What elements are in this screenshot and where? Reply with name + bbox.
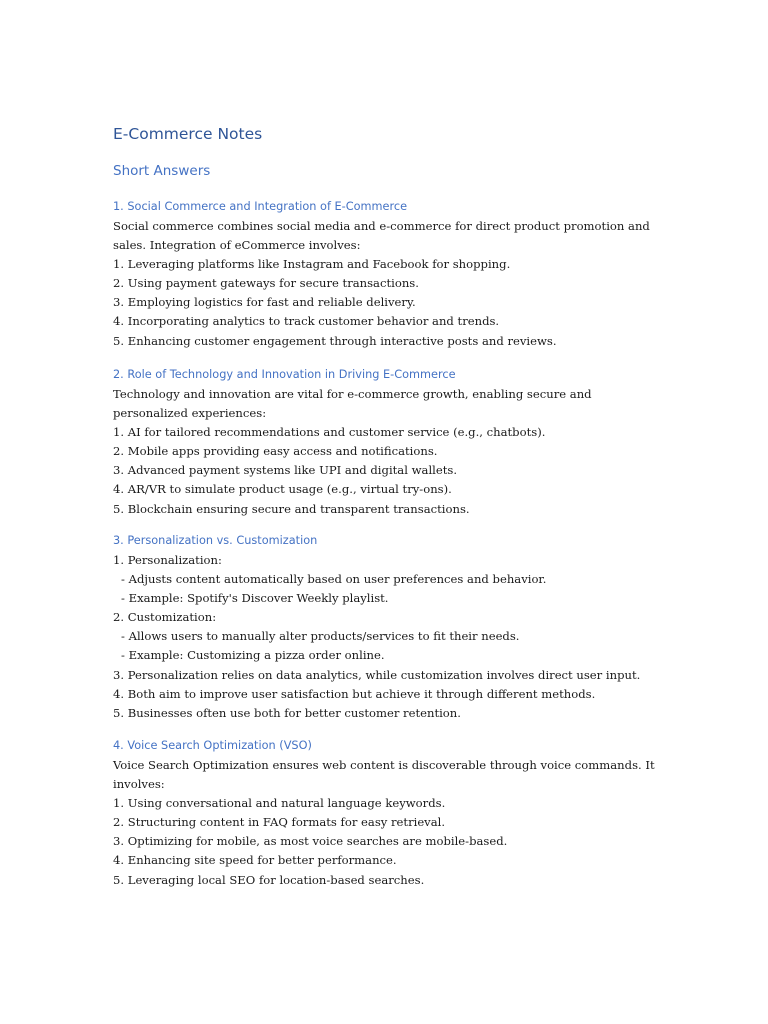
section-heading: 4. Voice Search Optimization (VSO) (113, 739, 312, 752)
list-item: 4. AR/VR to simulate product usage (e.g., virtual try-ons). (113, 482, 452, 497)
page-subtitle: Short Answers (113, 163, 211, 179)
list-item: 5. Enhancing customer engagement through interactive posts and reviews. (113, 333, 557, 348)
list-item: 3. Optimizing for mobile, as most voice searches are mobile-based. (113, 834, 508, 849)
section-personalization-customization (113, 531, 673, 723)
list-item: 3. Advanced payment systems like UPI and digital wallets. (113, 463, 458, 478)
section-heading: 3. Personalization vs. Customization (113, 534, 318, 547)
body-line: involves: (113, 777, 165, 792)
section-social-commerce (113, 197, 673, 351)
list-item: 2. Using payment gateways for secure transactions. (113, 276, 419, 291)
body-line: personalized experiences: (113, 406, 267, 421)
sub-list-item: - Example: Customizing a pizza order online. (121, 648, 385, 663)
list-item: 3. Employing logistics for fast and reliable delivery. (113, 295, 416, 310)
list-item: 5. Businesses often use both for better customer retention. (113, 705, 461, 720)
list-item: 5. Blockchain ensuring secure and transparent transactions. (113, 501, 470, 516)
list-item: 4. Both aim to improve user satisfaction but achieve it through different methods. (113, 686, 596, 701)
body-line: Voice Search Optimization ensures web content is discoverable through voice commands. It (113, 758, 655, 772)
list-item: 2. Structuring content in FAQ formats for easy retrieval. (113, 815, 446, 830)
list-item: 1. Using conversational and natural language keywords. (113, 796, 446, 811)
sub-list-item: - Example: Spotify's Discover Weekly playlist. (121, 591, 389, 606)
list-item: 4. Enhancing site speed for better performance. (113, 853, 397, 868)
list-item: 2. Customization: (113, 610, 217, 625)
list-item: 2. Mobile apps providing easy access and notifications. (113, 444, 438, 459)
body-line: Technology and innovation are vital for e-commerce growth, enabling secure and (113, 387, 592, 401)
list-item: 1. AI for tailored recommendations and customer service (e.g., chatbots). (113, 425, 546, 440)
body-line: Social commerce combines social media and e-commerce for direct product promotion and (113, 219, 650, 233)
sub-list-item: - Allows users to manually alter products/services to fit their needs. (121, 629, 520, 644)
section-technology-innovation (113, 365, 673, 519)
list-item: 1. Personalization: (113, 553, 222, 567)
list-item: 5. Leveraging local SEO for location-based searches. (113, 872, 425, 887)
list-item: 3. Personalization relies on data analytics, while customization involves direct user input. (113, 667, 641, 682)
section-voice-search-optimization (113, 736, 673, 890)
list-item: 4. Incorporating analytics to track customer behavior and trends. (113, 314, 500, 329)
body-line: sales. Integration of eCommerce involves: (113, 238, 361, 253)
page-title: E-Commerce Notes (113, 125, 263, 143)
list-item: 1. Leveraging platforms like Instagram and Facebook for shopping. (113, 257, 511, 272)
section-heading: 2. Role of Technology and Innovation in Driving E-Commerce (113, 368, 456, 381)
section-heading: 1. Social Commerce and Integration of E-Commerce (113, 200, 408, 213)
sub-list-item: - Adjusts content automatically based on user preferences and behavior. (121, 572, 547, 587)
